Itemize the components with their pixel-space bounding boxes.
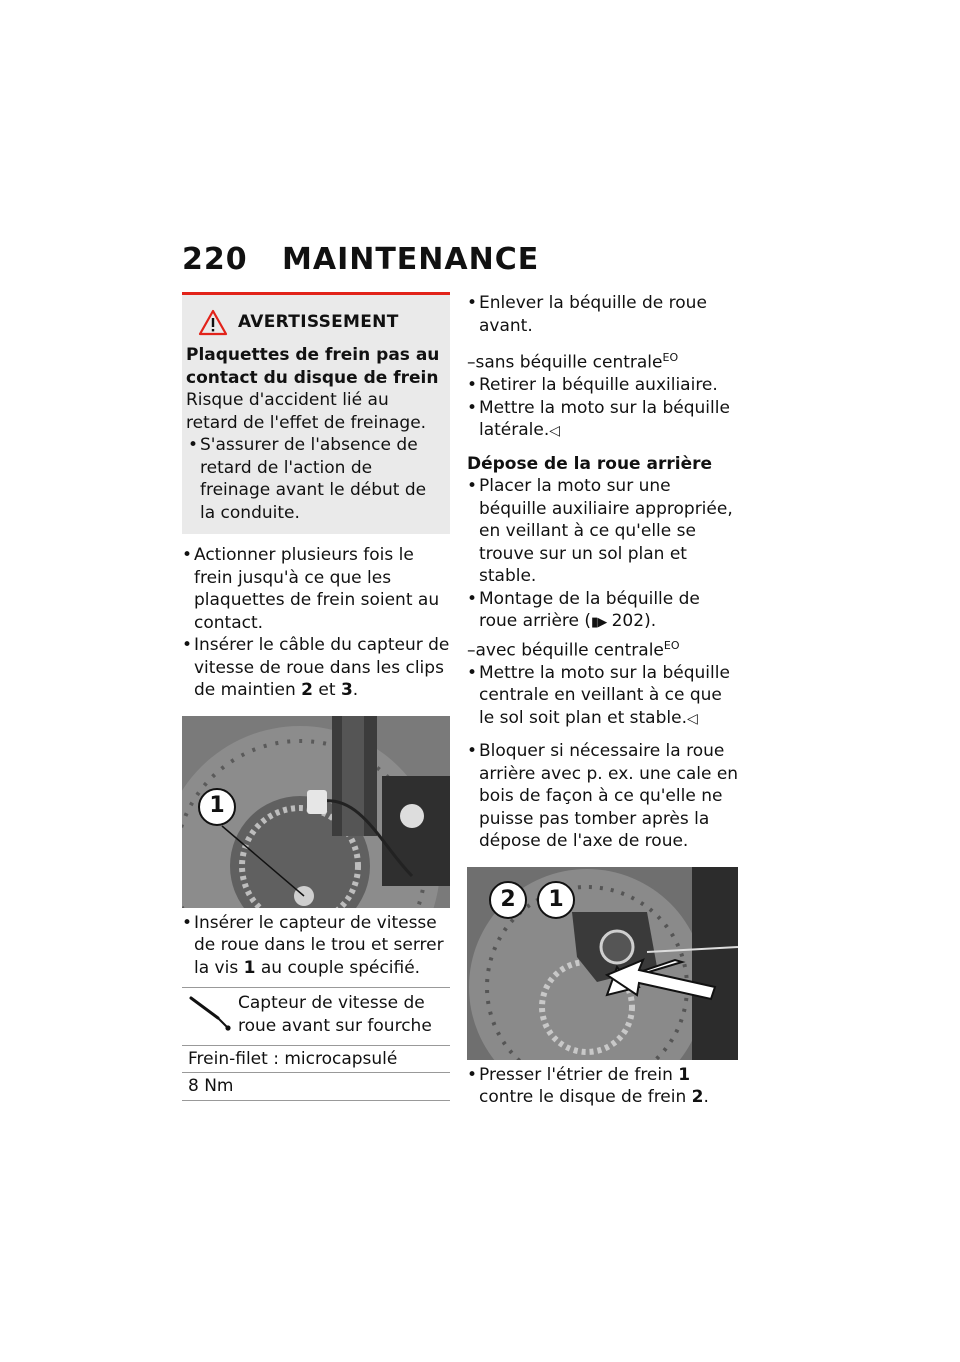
list-item: • Enlever la béquille de roue avant. [467,292,739,337]
torque-value: 8 Nm [188,1076,234,1096]
figure-front-wheel-sensor [182,716,450,908]
list-item: • Montage de la béquille de roue arrière (▮▶ 202). [467,588,739,635]
figure-callout-1: 1 [537,881,575,919]
step-text [479,397,739,443]
torque-spec-table [182,987,450,1101]
ref-number: 2 [301,680,314,700]
list-item: • Insérer le capteur de vitesse de roue dans le trou et serrer la vis 1 au couple spécifié. [182,912,450,980]
figure-callout-1: 1 [198,788,236,826]
step-text-main: Presser l'étrier de frein [479,1064,673,1085]
page-number: 220 [182,242,248,277]
list-item: • Retirer la béquille auxiliaire. [467,374,739,397]
ref-number: 2 [691,1087,704,1108]
warning-instruction-text: S'assurer de l'absence de retard de l'action de freinage avant le début de la conduite. [200,435,427,523]
list-item: • Mettre la moto sur la béquille centrale en veillant à ce que le sol soit plan et stable.◁ [467,662,739,731]
step-text-end: au couple spécifié. [260,957,421,978]
torque-spec-header [182,988,450,1046]
torque-spec-title: Capteur de vitesse de roue avant sur fourche [238,993,432,1036]
condition-text: avec béquille centrale [475,640,664,661]
list-item: • Presser l'étrier de frein 1 contre le disque de frein 2. [467,1064,739,1109]
step-text-main: Mettre la moto sur la béquille centrale en veillant à ce que le sol soit plan et stable. [479,662,730,728]
step-text: Retirer la béquille auxiliaire. [479,375,718,396]
warning-box [182,292,450,534]
figure-rear-brake-caliper [467,867,738,1060]
step-text-main: Insérer le câble du capteur de vitesse de roue dans les clips de maintien [194,635,450,700]
page-ref-number: 202 [611,611,645,632]
left-column [182,292,450,1101]
list-item: • Placer la moto sur une béquille auxiliaire appropriée, en veillant à ce qu'elle se trouve sur un sol plan et stable. [467,475,739,588]
punctuation: . [352,680,359,700]
condition-no-center-stand: –sans béquille centrale$^{EO}$ [467,351,679,373]
step-text-main: Insérer le capteur de vitesse de roue dans le trou et serrer la vis [194,912,444,978]
step-text-main: Mettre la moto sur la béquille latérale. [479,397,730,441]
option-superscript: EO [663,638,680,652]
warning-risk: Risque d'accident lié au retard de l'effet de freinage. [186,390,427,433]
page-header [182,242,539,277]
step-text [479,662,739,731]
conjunction: et [318,680,336,700]
punctuation: ). [644,611,657,632]
step-text [479,1064,739,1109]
list-item: • Actionner plusieurs fois le frein jusqu'à ce que les plaquettes de frein soient au contact. [182,544,450,634]
punctuation: . [703,1087,709,1108]
list-item: • Insérer le câble du capteur de vitesse de roue dans les clips de maintien 2 et 3. [182,635,450,700]
option-superscript: EO [662,351,679,364]
step-text: Enlever la béquille de roue avant. [479,293,707,336]
list-item: • Mettre la moto sur la béquille latérale.◁ [467,397,739,443]
list-item: • Bloquer si nécessaire la roue arrière avec p. ex. une cale en bois de façon à ce qu'elle ne puisse pas tomber après la dépose de l'axe de roue. [467,741,739,852]
step-text: Bloquer si nécessaire la roue arrière avec p. ex. une cale en bois de façon à ce qu'elle ne puisse pas tomber après la dépose de l'axe de roue. [479,741,739,852]
page-ref-arrow-icon: ▮▶ [591,615,607,631]
torque-wrench-icon [188,992,238,1039]
section-title: MAINTENANCE [282,242,540,277]
ref-number: 1 [243,957,256,978]
warning-triangle-icon [198,309,228,336]
subheading-rear-wheel-removal: Dépose de la roue arrière [467,453,713,474]
end-mark: ◁ [549,423,561,440]
step-text-mid: contre le disque de frein [479,1087,687,1108]
condition-text: sans béquille centrale [475,352,663,373]
ref-number: 3 [340,680,353,700]
warning-header [186,309,442,336]
step-text: Placer la moto sur une béquille auxiliaire appropriée, en veillant à ce qu'elle se trouve sur un sol plan et stable. [479,476,733,587]
step-text: Actionner plusieurs fois le frein jusqu'à ce que les plaquettes de frein soient au contact. [194,545,440,633]
step-text [194,634,450,702]
torque-threadlock: Frein-filet : microcapsulé [182,1046,450,1074]
end-mark: ◁ [686,710,698,727]
figure-callout-2: 2 [489,881,527,919]
step-text [194,912,450,980]
condition-with-center-stand: –avec béquille centrale$^{EO}$ [467,638,680,661]
step-text [479,588,739,635]
warning-instruction: • S'assurer de l'absence de retard de l'action de freinage avant le début de la conduite. [186,434,442,524]
right-column [467,292,739,1109]
warning-title: AVERTISSEMENT [238,312,399,333]
step-text-main: Montage de la béquille de roue arrière ( [479,588,700,632]
ref-number: 1 [678,1064,691,1085]
warning-subtitle: Plaquettes de frein pas au contact du disque de frein [186,345,440,388]
